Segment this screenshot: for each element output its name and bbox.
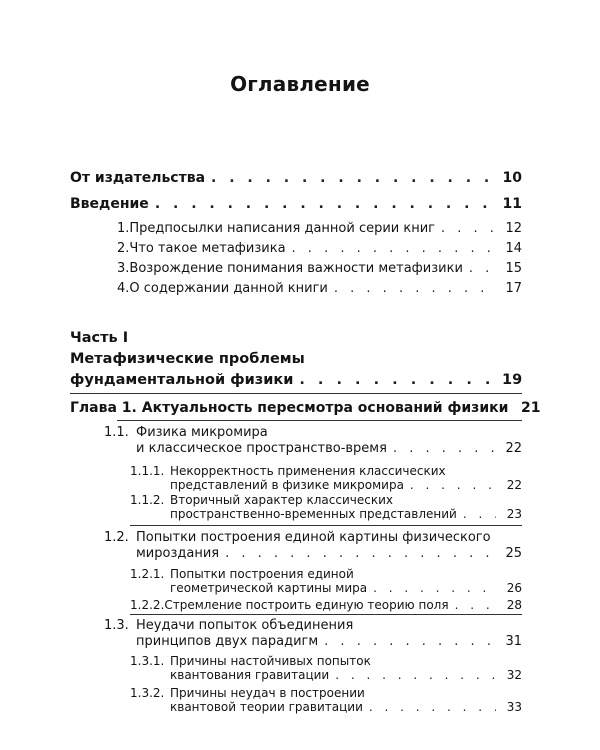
entry-label: О содержании данной книги [129, 281, 328, 296]
entry-page: 19 [502, 372, 523, 388]
dot-leader [373, 580, 496, 597]
part-title-line1: Метафизические проблемы [70, 351, 305, 367]
entry-page: 31 [505, 634, 522, 649]
entry-page: 28 [506, 598, 522, 612]
entry-page: 10 [502, 170, 522, 186]
dot-leader [393, 440, 496, 457]
entry-number: 1.1. [104, 425, 129, 440]
toc-entry-intro-1[interactable] [117, 220, 522, 237]
toc-entry-1-1[interactable] [136, 440, 522, 457]
dot-leader [334, 280, 496, 297]
dot-leader [299, 372, 496, 389]
part-divider [70, 393, 522, 394]
entry-page: 15 [505, 261, 522, 276]
dot-leader [155, 196, 496, 213]
dot-leader [292, 240, 496, 257]
entry-label-cont: представлений в физике микромира [170, 478, 404, 492]
entry-number: 1.1.1. [130, 464, 165, 478]
entry-page: 14 [505, 241, 522, 256]
entry-label: Возрождение понимания важности метафизики [129, 261, 463, 276]
dot-leader [469, 260, 496, 277]
entry-page: 22 [506, 478, 522, 492]
entry-label: Вторичный характер классических [170, 493, 393, 507]
part-title-line2: фундаментальной физики [70, 372, 294, 388]
dot-leader [369, 699, 496, 716]
entry-page: 21 [520, 400, 541, 416]
dot-leader [211, 170, 496, 187]
entry-label: Глава 1. Актуальность пересмотра оснований физики [70, 400, 509, 416]
dot-leader [455, 597, 496, 614]
entry-label: Неудачи попыток объединения [136, 618, 354, 633]
entry-number: 1.3. [104, 618, 129, 633]
section-1-2-line1 [104, 529, 491, 546]
toc-entry-1-3-1[interactable] [170, 667, 522, 684]
toc-entry-chapter-1[interactable] [70, 400, 541, 417]
entry-label-cont: квантования гравитации [170, 668, 330, 682]
entry-number: 1.3.1. [130, 654, 165, 668]
entry-label-cont: пространственно-временных представлений [170, 507, 457, 521]
entry-page: 22 [505, 441, 522, 456]
entry-label-cont: и классическое пространство-время [136, 441, 387, 456]
toc-entry-1-2[interactable] [136, 545, 522, 562]
toc-entry-intro-2[interactable] [117, 240, 522, 257]
entry-number: 4. [117, 281, 130, 296]
entry-page: 17 [505, 281, 522, 296]
dot-leader [324, 633, 496, 650]
entry-label-cont: принципов двух парадигм [136, 634, 319, 649]
entry-label-cont: геометрической картины мира [170, 581, 368, 595]
entry-page: 26 [506, 581, 522, 595]
entry-label: Причины настойчивых попыток [170, 654, 371, 668]
entry-label: Физика микромира [136, 425, 268, 440]
entry-page: 32 [506, 668, 522, 682]
toc-entry-1-3-2[interactable] [170, 699, 522, 716]
entry-page: 12 [505, 221, 522, 236]
entry-number: 2. [117, 241, 130, 256]
toc-entry-introduction[interactable] [70, 196, 522, 213]
entry-label: Введение [70, 196, 149, 212]
entry-label: Что такое метафизика [129, 241, 286, 256]
entry-number: 1.1.2. [130, 493, 165, 507]
entry-label: Некорректность применения классических [170, 464, 446, 478]
entry-number: 3. [117, 261, 130, 276]
dot-leader [335, 667, 496, 684]
toc-entry-part-1[interactable] [70, 372, 522, 389]
toc-entry-1-2-2[interactable] [130, 597, 522, 614]
entry-label: Попытки построения единой [170, 567, 354, 581]
entry-label: Предпосылки написания данной серии книг [129, 221, 436, 236]
part-label: Часть I [70, 330, 129, 346]
entry-label: От издательства [70, 170, 206, 186]
entry-number: 1.2.1. [130, 567, 165, 581]
entry-number: 1.3.2. [130, 686, 165, 700]
entry-number: 1.2. [104, 530, 129, 545]
entry-label-cont: квантовой теории гравитации [170, 700, 363, 714]
toc-entry-1-3[interactable] [136, 633, 522, 650]
toc-entry-intro-4[interactable] [117, 280, 522, 297]
entry-number: 1.2.2. [130, 598, 165, 612]
entry-label: Причины неудач в построении [170, 686, 365, 700]
dot-leader [441, 220, 496, 237]
entry-number: 1. [117, 221, 130, 236]
entry-label: Попытки построения единой картины физического [136, 530, 491, 545]
dot-leader [463, 506, 496, 523]
toc-entry-publisher[interactable] [70, 170, 522, 187]
toc-entry-1-1-2[interactable] [170, 506, 522, 523]
entry-page: 33 [506, 700, 522, 714]
page-title: Оглавление [230, 72, 370, 96]
dot-leader [410, 477, 496, 494]
section-1-3-line1 [104, 617, 353, 634]
entry-label-cont: мироздания [136, 546, 220, 561]
section-1-1-line1 [104, 424, 268, 441]
toc-entry-intro-3[interactable] [117, 260, 522, 277]
toc-entry-1-2-1[interactable] [170, 580, 522, 597]
chapter-divider [117, 420, 522, 421]
entry-page: 25 [505, 546, 522, 561]
entry-page: 23 [506, 507, 522, 521]
entry-page: 11 [502, 196, 522, 212]
section-divider [130, 614, 522, 615]
dot-leader [225, 545, 496, 562]
entry-label: Стремление построить единую теорию поля [164, 598, 449, 612]
section-divider [130, 525, 522, 526]
